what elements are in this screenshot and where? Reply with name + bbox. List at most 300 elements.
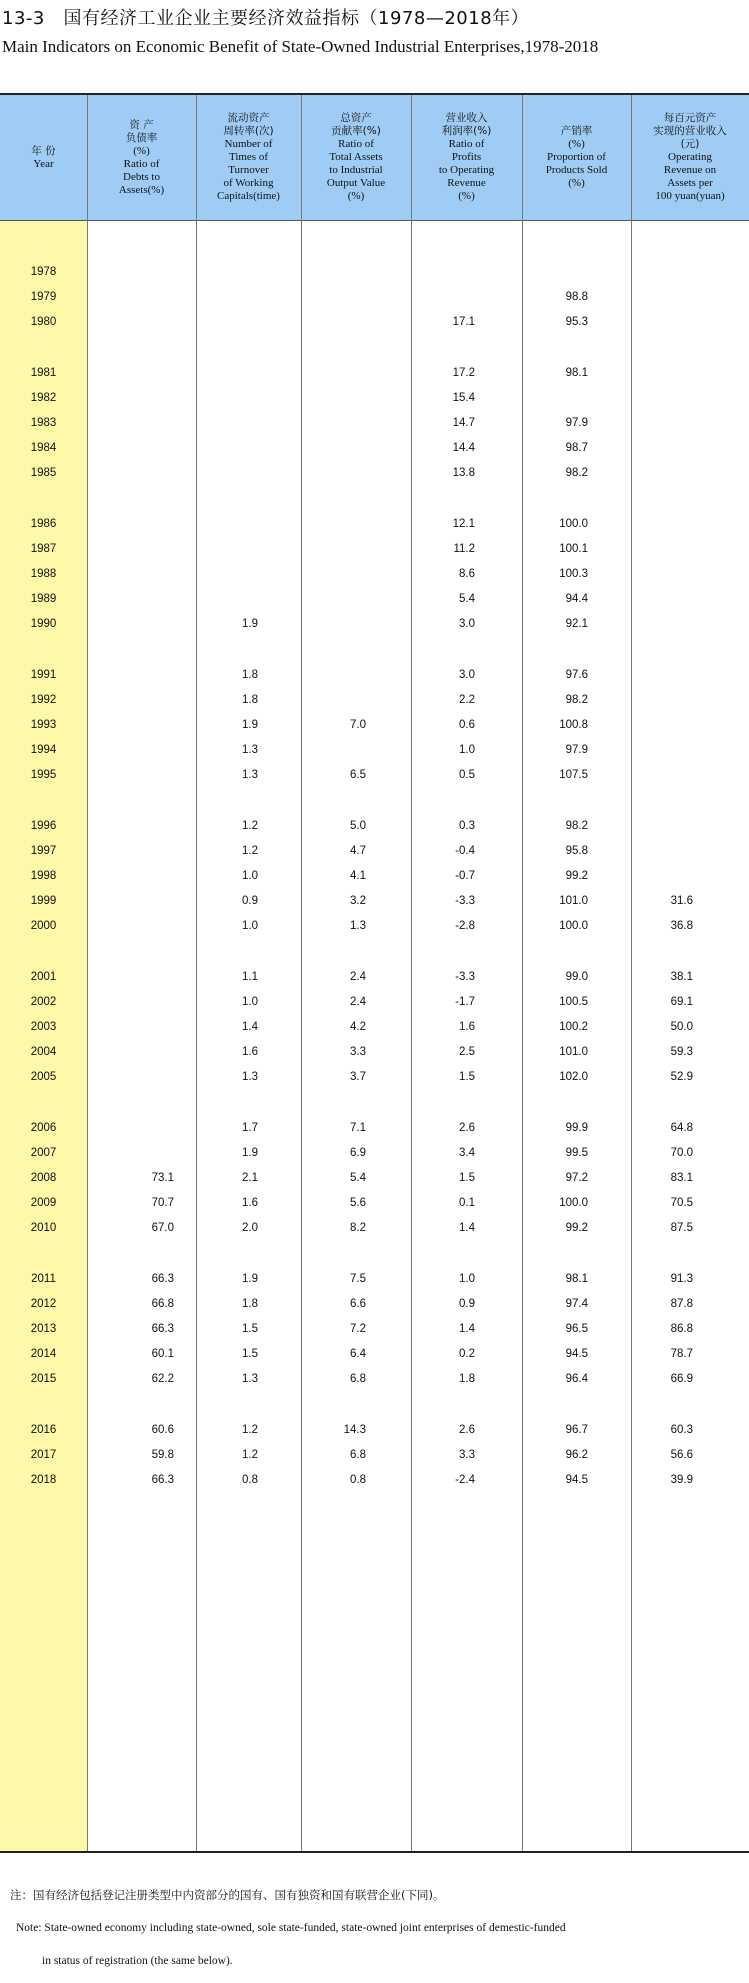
column-header-line: 资 产 [129, 118, 154, 131]
table-row [0, 891, 749, 915]
value-cell: 94.5 [565, 1348, 588, 1360]
value-cell: 62.2 [151, 1373, 174, 1385]
value-cell: 87.5 [670, 1222, 693, 1234]
value-cell: 4.2 [350, 1021, 366, 1033]
column-header-line: (元) [680, 138, 700, 150]
table-row [0, 1369, 749, 1393]
value-cell: 3.7 [350, 1071, 366, 1083]
column-header-line: 贡献率(%) [331, 125, 381, 137]
value-cell: 87.8 [670, 1298, 693, 1310]
value-cell: 1.8 [459, 1373, 475, 1385]
value-cell: -3.3 [455, 971, 475, 983]
value-cell: 96.2 [565, 1449, 588, 1461]
column-header [301, 95, 411, 220]
year-cell: 2007 [30, 1147, 57, 1159]
column-header-line: (%) [347, 190, 365, 202]
value-cell: 99.9 [565, 1122, 588, 1134]
table-row [0, 1118, 749, 1142]
column-header-line: Output Value [326, 177, 386, 189]
table-row [0, 916, 749, 940]
value-cell: 78.7 [670, 1348, 693, 1360]
value-cell: 1.3 [242, 744, 258, 756]
column-header-line: 产销率 [560, 125, 593, 137]
year-cell: 1990 [30, 618, 57, 630]
column-header-line: (%) [458, 190, 475, 202]
table-row [0, 841, 749, 865]
value-cell: 1.0 [459, 744, 475, 756]
year-cell: 1994 [30, 744, 57, 756]
table-bottom-border [0, 1851, 749, 1853]
value-cell: 1.9 [242, 1273, 258, 1285]
year-cell: 2004 [30, 1046, 57, 1058]
value-cell: 36.8 [670, 920, 693, 932]
column-header-line: Revenue [447, 177, 486, 189]
column-header-line: 负债率 [125, 131, 158, 144]
value-cell: 100.0 [559, 1197, 588, 1209]
value-cell: 1.3 [242, 769, 258, 781]
value-cell: 1.0 [459, 1273, 475, 1285]
column-header-line: Capitals(time) [217, 190, 280, 202]
value-cell: 95.8 [565, 845, 588, 857]
value-cell: 1.7 [242, 1122, 258, 1134]
value-cell: 6.9 [350, 1147, 366, 1159]
column-header-line: Profits [451, 151, 482, 163]
value-cell: 1.5 [459, 1071, 475, 1083]
table-row [0, 765, 749, 789]
value-cell: 0.1 [459, 1197, 475, 1209]
value-cell: 6.8 [350, 1373, 366, 1385]
table-row [0, 1168, 749, 1192]
column-header-line: 总资产 [340, 112, 372, 124]
value-cell: 1.9 [242, 618, 258, 630]
value-cell: 96.5 [565, 1323, 588, 1335]
table-row [0, 262, 749, 286]
column-header-line: 流动资产 [227, 112, 270, 124]
value-cell: 98.2 [565, 694, 588, 706]
value-cell: 73.1 [151, 1172, 174, 1184]
value-cell: 69.1 [670, 996, 693, 1008]
column-header-line: Turnover [228, 164, 269, 176]
value-cell: 3.3 [459, 1449, 475, 1461]
table-row [0, 1470, 749, 1494]
value-cell: 70.7 [151, 1197, 174, 1209]
value-cell: 8.2 [350, 1222, 366, 1234]
year-cell: 2008 [30, 1172, 57, 1184]
value-cell: 1.3 [350, 920, 366, 932]
table-row [0, 388, 749, 412]
value-cell: 1.6 [242, 1046, 258, 1058]
value-cell: 100.3 [559, 568, 588, 580]
value-cell: 100.2 [559, 1021, 588, 1033]
value-cell: 99.5 [565, 1147, 588, 1159]
value-cell: 100.5 [559, 996, 588, 1008]
table-row [0, 564, 749, 588]
year-cell: 2014 [30, 1348, 57, 1360]
value-cell: 1.2 [242, 1424, 258, 1436]
value-cell: 7.5 [350, 1273, 366, 1285]
note-cn: 注：国有经济包括登记注册类型中内资部分的国有、国有独资和国有联营企业(下同)。 [10, 1888, 445, 1902]
year-cell: 2000 [30, 920, 57, 932]
column-header-line: 年 份 [31, 144, 56, 157]
title-cn-text: 国有经济工业企业主要经济效益指标（1978—2018年） [63, 8, 530, 29]
table-row [0, 690, 749, 714]
value-cell: 0.6 [459, 719, 475, 731]
value-cell: 5.0 [350, 820, 366, 832]
value-cell: 59.3 [670, 1046, 693, 1058]
value-cell: 39.9 [670, 1474, 693, 1486]
note-en-line2: in status of registration (the same below). [42, 1955, 233, 1967]
column-header-line: of Working [223, 177, 274, 189]
value-cell: 102.0 [559, 1071, 588, 1083]
year-cell: 1984 [30, 442, 57, 454]
value-cell: 6.5 [350, 769, 366, 781]
year-cell: 2006 [30, 1122, 57, 1134]
column-header-line: to Industrial [329, 164, 383, 176]
value-cell: 1.9 [242, 1147, 258, 1159]
value-cell: 97.6 [565, 669, 588, 681]
value-cell: 6.8 [350, 1449, 366, 1461]
value-cell: 0.9 [242, 895, 258, 907]
column-header-line: 每百元资产 [663, 112, 717, 124]
value-cell: 107.5 [559, 769, 588, 781]
value-cell: 4.7 [350, 845, 366, 857]
value-cell: 1.6 [242, 1197, 258, 1209]
value-cell: 7.0 [350, 719, 366, 731]
column-header-line: Proportion of [547, 151, 606, 163]
column-header-line: 100 yuan(yuan) [655, 190, 725, 202]
year-cell: 2002 [30, 996, 57, 1008]
value-cell: 0.2 [459, 1348, 475, 1360]
value-cell: 3.4 [459, 1147, 475, 1159]
value-cell: 92.1 [565, 618, 588, 630]
column-header-line: Total Assets [329, 151, 383, 163]
column-header-line: 实现的营业收入 [653, 125, 727, 137]
value-cell: 96.4 [565, 1373, 588, 1385]
column-header [522, 95, 631, 220]
year-cell: 1997 [30, 845, 57, 857]
table-row [0, 1193, 749, 1217]
value-cell: 96.7 [565, 1424, 588, 1436]
value-cell: 0.8 [242, 1474, 258, 1486]
year-cell: 1988 [30, 568, 57, 580]
value-cell: 7.1 [350, 1122, 366, 1134]
value-cell: 94.5 [565, 1474, 588, 1486]
table-row [0, 1319, 749, 1343]
value-cell: 0.3 [459, 820, 475, 832]
value-cell: 60.1 [151, 1348, 174, 1360]
value-cell: 100.0 [559, 518, 588, 530]
value-cell: 70.5 [670, 1197, 693, 1209]
year-cell: 2005 [30, 1071, 57, 1083]
value-cell: 1.3 [242, 1373, 258, 1385]
value-cell: 2.6 [459, 1122, 475, 1134]
value-cell: 14.7 [452, 417, 475, 429]
value-cell: 13.8 [452, 467, 475, 479]
table-row [0, 1218, 749, 1242]
value-cell: 67.0 [151, 1222, 174, 1234]
value-cell: 1.5 [459, 1172, 475, 1184]
value-cell: 2.6 [459, 1424, 475, 1436]
value-cell: 100.8 [559, 719, 588, 731]
value-cell: 2.0 [242, 1222, 258, 1234]
value-cell: 66.3 [151, 1474, 174, 1486]
column-header-line: Number of [224, 138, 273, 150]
table-row [0, 740, 749, 764]
value-cell: 60.3 [670, 1424, 693, 1436]
column-header-line: 利润率(%) [441, 125, 492, 137]
value-cell: 98.1 [565, 1273, 588, 1285]
column-header-line: 营业收入 [445, 112, 488, 124]
value-cell: 52.9 [670, 1071, 693, 1083]
column-header [631, 95, 749, 220]
value-cell: 101.0 [559, 895, 588, 907]
value-cell: 1.4 [459, 1323, 475, 1335]
table-row [0, 287, 749, 311]
value-cell: 97.9 [565, 417, 588, 429]
value-cell: 66.9 [670, 1373, 693, 1385]
value-cell: 1.4 [459, 1222, 475, 1234]
note-en-line1: Note: State-owned economy including state-owned, sole state-funded, state-owned joint enterprises of demestic-funded [16, 1922, 566, 1934]
year-cell: 2013 [30, 1323, 57, 1335]
column-header-line: Debts to [123, 170, 160, 183]
table-row [0, 1420, 749, 1444]
value-cell: -0.4 [455, 845, 475, 857]
value-cell: -2.8 [455, 920, 475, 932]
column-header-line: Ratio of [123, 157, 160, 170]
value-cell: 98.1 [565, 367, 588, 379]
value-cell: -1.7 [455, 996, 475, 1008]
table-row [0, 514, 749, 538]
table-row [0, 539, 749, 563]
year-cell: 2010 [30, 1222, 57, 1234]
value-cell: 3.2 [350, 895, 366, 907]
value-cell: 1.1 [242, 971, 258, 983]
value-cell: 5.6 [350, 1197, 366, 1209]
year-cell: 2016 [30, 1424, 57, 1436]
value-cell: 66.8 [151, 1298, 174, 1310]
value-cell: -3.3 [455, 895, 475, 907]
value-cell: 1.8 [242, 1298, 258, 1310]
table-row [0, 312, 749, 336]
value-cell: 100.0 [559, 920, 588, 932]
value-cell: 7.2 [350, 1323, 366, 1335]
page-title-cn [2, 4, 529, 30]
year-cell: 2001 [30, 971, 57, 983]
value-cell: 99.2 [565, 870, 588, 882]
column-header [411, 95, 522, 220]
value-cell: 2.4 [350, 996, 366, 1008]
value-cell: 64.8 [670, 1122, 693, 1134]
year-cell: 2009 [30, 1197, 57, 1209]
table-row [0, 1269, 749, 1293]
column-header [196, 95, 301, 220]
value-cell: 3.0 [459, 669, 475, 681]
value-cell: 31.6 [670, 895, 693, 907]
column-header-line: Times of [228, 151, 269, 163]
page-title-en: Main Indicators on Economic Benefit of State-Owned Industrial Enterprises,1978-2018 [2, 37, 599, 56]
table-row [0, 438, 749, 462]
table-row [0, 1344, 749, 1368]
value-cell: 17.2 [452, 367, 475, 379]
table-row [0, 589, 749, 613]
value-cell: 11.2 [453, 543, 475, 555]
value-cell: 3.0 [459, 618, 475, 630]
column-header [87, 95, 196, 220]
column-header-line: Assets per [667, 177, 713, 189]
value-cell: 38.1 [670, 971, 693, 983]
table-row [0, 715, 749, 739]
column-header-line: (%) [568, 138, 585, 150]
value-cell: 0.9 [459, 1298, 475, 1310]
year-cell: 1979 [30, 291, 57, 303]
year-cell: 2003 [30, 1021, 57, 1033]
year-cell: 1978 [30, 266, 57, 278]
value-cell: 8.6 [459, 568, 475, 580]
table-row [0, 816, 749, 840]
table-row [0, 992, 749, 1016]
table-number: 13-3 [2, 8, 45, 29]
year-cell: 1982 [30, 392, 57, 404]
value-cell: 1.8 [242, 669, 258, 681]
value-cell: 1.8 [242, 694, 258, 706]
value-cell: 1.2 [242, 845, 258, 857]
year-cell: 1983 [30, 417, 57, 429]
table-row [0, 665, 749, 689]
value-cell: 95.3 [565, 316, 588, 328]
value-cell: 5.4 [459, 593, 475, 605]
value-cell: 98.8 [565, 291, 588, 303]
column-header-line: to Operating [438, 164, 495, 176]
column-header-line: (%) [568, 177, 585, 189]
value-cell: 4.1 [350, 870, 366, 882]
value-cell: 1.9 [242, 719, 258, 731]
value-cell: 6.4 [350, 1348, 366, 1360]
column-header-line: 周转率(次) [223, 125, 274, 137]
value-cell: 3.3 [350, 1046, 366, 1058]
year-cell: 1999 [30, 895, 57, 907]
value-cell: 1.0 [242, 996, 258, 1008]
year-cell: 1980 [30, 316, 57, 328]
value-cell: 59.8 [151, 1449, 174, 1461]
value-cell: 98.2 [565, 467, 588, 479]
table-row [0, 363, 749, 387]
year-cell: 1991 [30, 669, 57, 681]
value-cell: 97.4 [565, 1298, 588, 1310]
value-cell: 1.3 [242, 1071, 258, 1083]
value-cell: 1.5 [242, 1323, 258, 1335]
value-cell: 12.1 [452, 518, 475, 530]
value-cell: -2.4 [455, 1474, 475, 1486]
column-header-line: Products Sold [545, 164, 608, 176]
column-header-line: Ratio of [448, 138, 485, 150]
table-row [0, 967, 749, 991]
value-cell: 1.6 [459, 1021, 475, 1033]
table-row [0, 1294, 749, 1318]
table-row [0, 1445, 749, 1469]
value-cell: 91.3 [670, 1273, 693, 1285]
value-cell: 100.1 [559, 543, 588, 555]
value-cell: 14.3 [343, 1424, 366, 1436]
value-cell: 98.2 [565, 820, 588, 832]
value-cell: 1.4 [242, 1021, 258, 1033]
value-cell: 66.3 [151, 1323, 174, 1335]
year-cell: 2011 [31, 1273, 56, 1285]
year-cell: 1996 [30, 820, 57, 832]
value-cell: 2.2 [459, 694, 475, 706]
value-cell: 1.0 [242, 870, 258, 882]
value-cell: 86.8 [670, 1323, 693, 1335]
year-cell: 2017 [30, 1449, 57, 1461]
value-cell: 6.6 [350, 1298, 366, 1310]
year-cell: 2018 [30, 1474, 57, 1486]
value-cell: 2.5 [459, 1046, 475, 1058]
value-cell: -0.7 [455, 870, 475, 882]
year-cell: 1986 [30, 518, 57, 530]
value-cell: 5.4 [350, 1172, 366, 1184]
value-cell: 2.4 [350, 971, 366, 983]
value-cell: 99.0 [565, 971, 588, 983]
year-cell: 1992 [30, 694, 57, 706]
value-cell: 14.4 [452, 442, 475, 454]
year-cell: 1987 [30, 543, 57, 555]
value-cell: 0.5 [459, 769, 475, 781]
year-cell: 2015 [30, 1373, 57, 1385]
table-row [0, 1042, 749, 1066]
value-cell: 0.8 [350, 1474, 366, 1486]
value-cell: 60.6 [151, 1424, 174, 1436]
column-header-line: Year [33, 157, 54, 170]
value-cell: 1.5 [242, 1348, 258, 1360]
value-cell: 50.0 [670, 1021, 693, 1033]
year-cell: 1985 [30, 467, 57, 479]
column-header-line: Ratio of [338, 138, 374, 150]
value-cell: 17.1 [452, 316, 475, 328]
year-cell: 1989 [30, 593, 57, 605]
year-cell: 1981 [30, 367, 57, 379]
column-header-line: Revenue on [663, 164, 717, 176]
table-row [0, 1143, 749, 1167]
table-row [0, 463, 749, 487]
value-cell: 98.7 [565, 442, 588, 454]
table-row [0, 1067, 749, 1091]
value-cell: 2.1 [242, 1172, 258, 1184]
column-header-line: (%) [133, 144, 150, 157]
value-cell: 101.0 [559, 1046, 588, 1058]
value-cell: 1.0 [242, 920, 258, 932]
value-cell: 1.2 [242, 1449, 258, 1461]
column-header-line: Operating [668, 151, 712, 163]
value-cell: 66.3 [151, 1273, 174, 1285]
year-cell: 2012 [30, 1298, 57, 1310]
table-row [0, 866, 749, 890]
table-row [0, 413, 749, 437]
value-cell: 97.2 [565, 1172, 588, 1184]
value-cell: 99.2 [565, 1222, 588, 1234]
value-cell: 83.1 [670, 1172, 693, 1184]
indicator-table [0, 93, 749, 1853]
value-cell: 56.6 [670, 1449, 693, 1461]
table-row [0, 1017, 749, 1041]
value-cell: 97.9 [565, 744, 588, 756]
value-cell: 1.2 [242, 820, 258, 832]
table-row [0, 614, 749, 638]
value-cell: 15.4 [452, 392, 475, 404]
year-cell: 1998 [30, 870, 57, 882]
header-separator [0, 220, 749, 221]
column-header [0, 95, 87, 220]
year-cell: 1995 [30, 769, 57, 781]
column-header-line: Assets(%) [118, 183, 165, 196]
